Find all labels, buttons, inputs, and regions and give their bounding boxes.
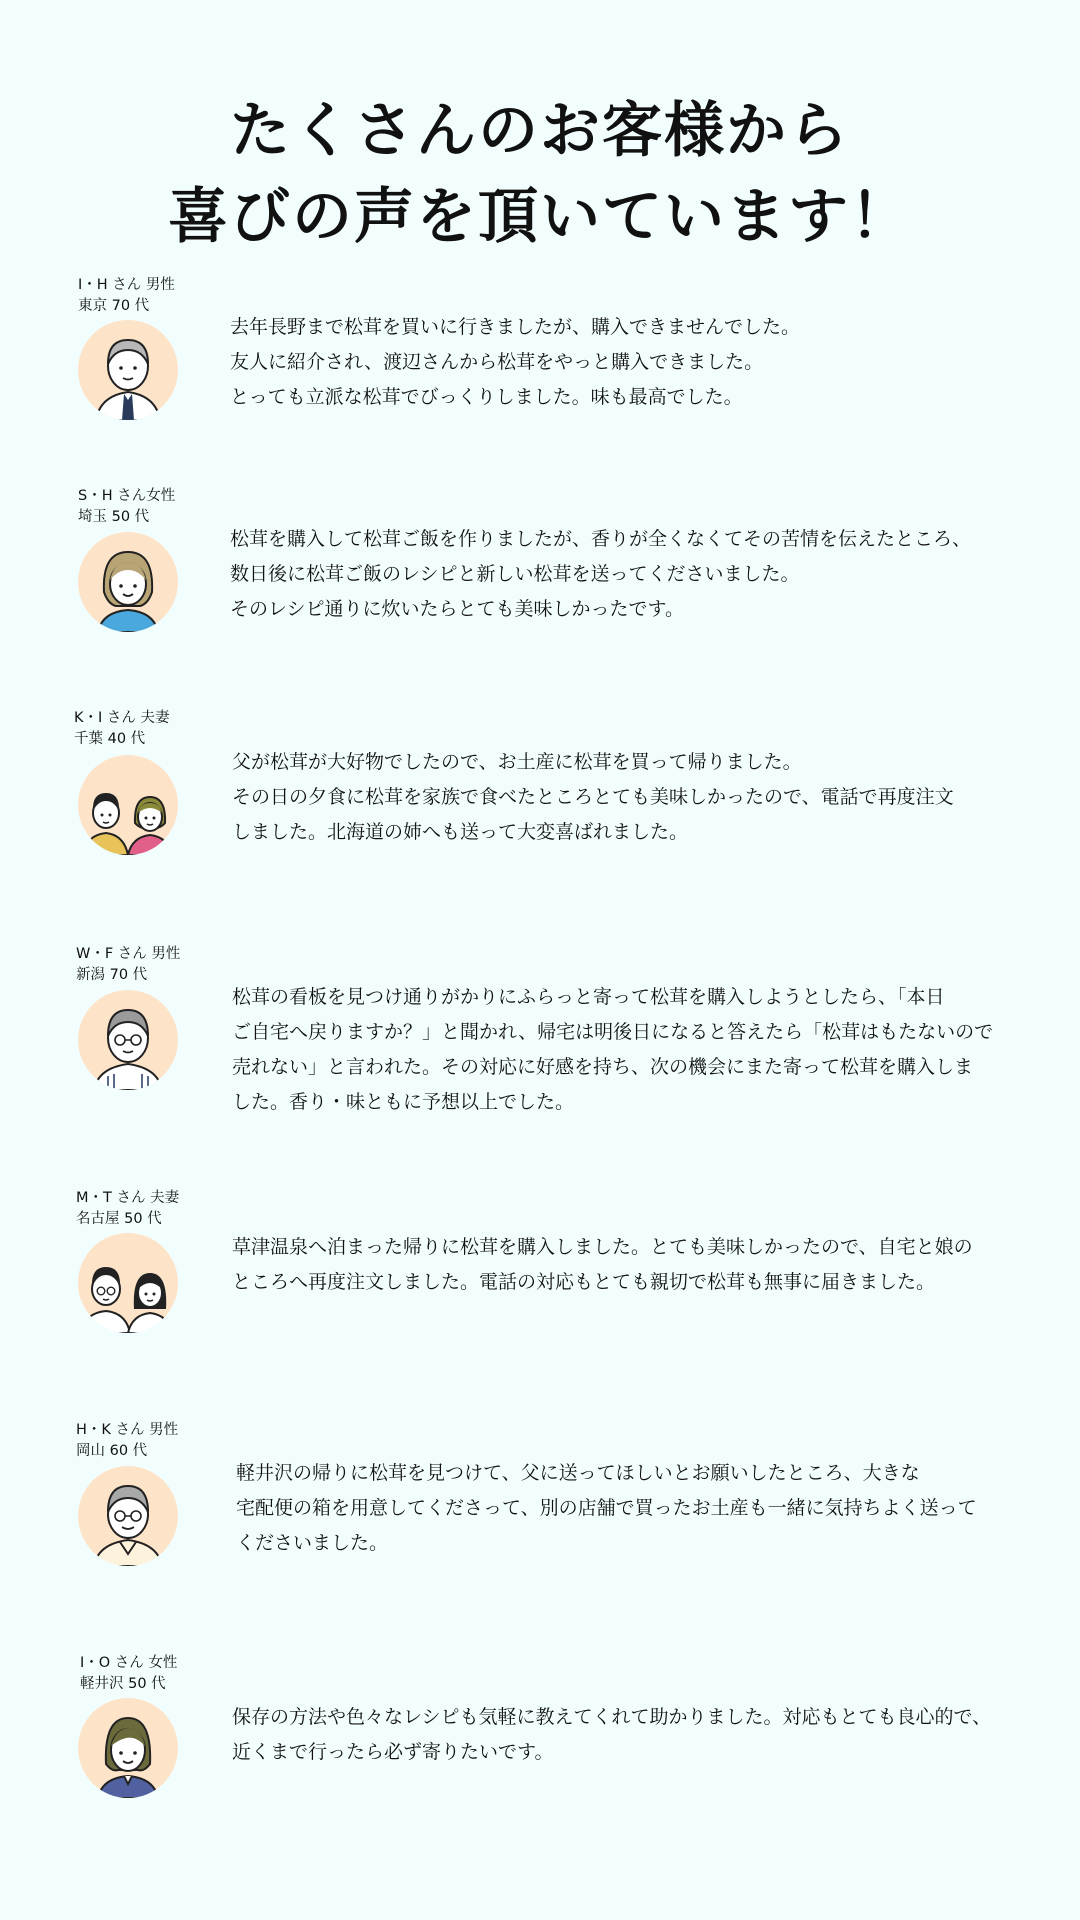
customer-info [74, 708, 170, 750]
testimonial-line: 去年長野まで松茸を買いに行きましたが、購入できませんでした。 [230, 316, 801, 338]
woman-avatar-icon [78, 532, 178, 632]
testimonial-line: 数日後に松茸ご飯のレシピと新しい松茸を送ってくださいました。 [230, 563, 800, 585]
customer-area-age: 名古屋 50 代 [76, 1211, 162, 1227]
customer-area-age: 埼玉 50 代 [78, 509, 150, 525]
customer-area-age: 千葉 40 代 [74, 731, 146, 747]
customer-info [78, 486, 175, 528]
customer-name: M・T さん 夫妻 [76, 1190, 180, 1206]
testimonial-line: した。香り・味ともに予想以上でした。 [232, 1091, 575, 1113]
customer-name: K・I さん 夫妻 [74, 710, 170, 726]
page-title-line-2: 喜びの声を頂いています！ [168, 182, 912, 253]
customer-info [78, 275, 175, 317]
customer-area-age: 岡山 60 代 [76, 1443, 148, 1459]
testimonial-line: 売れない」と言われた。その対応に好感を持ち、次の機会にまた寄って松茸を購入しま [232, 1056, 974, 1078]
testimonial-line: 保存の方法や色々なレシピも気軽に教えてくれて助かりました。対応もとても良心的で、 [232, 1706, 992, 1728]
testimonial-text [232, 980, 993, 1120]
customer-name: H・K さん 男性 [76, 1422, 179, 1438]
testimonial-line: 宅配便の箱を用意してくださって、別の店舗で買ったお土産も一緒に気持ちよく送って [236, 1497, 977, 1519]
woman-dark-hair-avatar-icon [78, 1698, 178, 1798]
customer-area-age: 新潟 70 代 [76, 967, 148, 983]
testimonial-line: ご自宅へ戻りますか？」と聞かれ、帰宅は明後日になると答えたら「松茸はもたないので [232, 1021, 994, 1043]
testimonial-line: その日の夕食に松茸を家族で食べたところとても美味しかったので、電話で再度注文 [232, 786, 954, 808]
customer-name: S・H さん女性 [78, 488, 176, 504]
testimonial-line: しました。北海道の姉へも送って大変喜ばれました。 [232, 821, 689, 843]
testimonial-text [232, 1700, 991, 1770]
testimonial-text [236, 1456, 977, 1561]
testimonial-line: そのレシピ通りに炊いたらとても美味しかったです。 [230, 598, 685, 620]
customer-name: I・H さん 男性 [78, 277, 175, 293]
elderly-man-glasses-avatar-icon [78, 990, 178, 1090]
testimonial-line: とっても立派な松茸でびっくりしました。味も最高でした。 [230, 386, 743, 408]
customer-info [76, 1420, 178, 1462]
customer-area-age: 軽井沢 50 代 [80, 1676, 166, 1692]
testimonial-line: 草津温泉へ泊まった帰りに松茸を購入しました。とても美味しかったので、自宅と娘の [232, 1236, 973, 1258]
testimonial-line: 父が松茸が大好物でしたので、お土産に松茸を買って帰りました。 [232, 751, 802, 773]
page-title-line-1: たくさんのお客様から [230, 96, 850, 167]
testimonial-text [230, 310, 800, 415]
customer-info [80, 1653, 177, 1695]
testimonial-text [230, 522, 971, 627]
testimonial-line: 近くまで行ったら必ず寄りたいです。 [232, 1741, 554, 1763]
testimonial-text [232, 745, 954, 850]
older-man-glasses-avatar-icon [78, 1466, 178, 1566]
testimonial-line: くださいました。 [236, 1532, 389, 1554]
customer-name: I・O さん 女性 [80, 1655, 178, 1671]
customer-info [76, 944, 180, 986]
couple-with-glasses-avatar-icon [78, 1233, 178, 1333]
page-title [0, 88, 1080, 260]
customer-info [76, 1188, 179, 1230]
testimonial-text [232, 1230, 973, 1300]
testimonial-line: 軽井沢の帰りに松茸を見つけて、父に送ってほしいとお願いしたところ、大きな [236, 1462, 920, 1484]
couple-avatar-icon [78, 755, 178, 855]
testimonial-line: ところへ再度注文しました。電話の対応もとても親切で松茸も無事に届きました。 [232, 1271, 936, 1293]
testimonial-line: 友人に紹介され、渡辺さんから松茸をやっと購入できました。 [230, 351, 764, 373]
customer-name: W・F さん 男性 [76, 946, 181, 962]
customer-area-age: 東京 70 代 [78, 298, 150, 314]
testimonial-line: 松茸を購入して松茸ご飯を作りましたが、香りが全くなくてその苦情を伝えたところ、 [230, 528, 972, 550]
testimonial-line: 松茸の看板を見つけ通りがかりにふらっと寄って松茸を購入しようとしたら、「本日 [232, 986, 945, 1008]
man-with-tie-avatar-icon [78, 320, 178, 420]
